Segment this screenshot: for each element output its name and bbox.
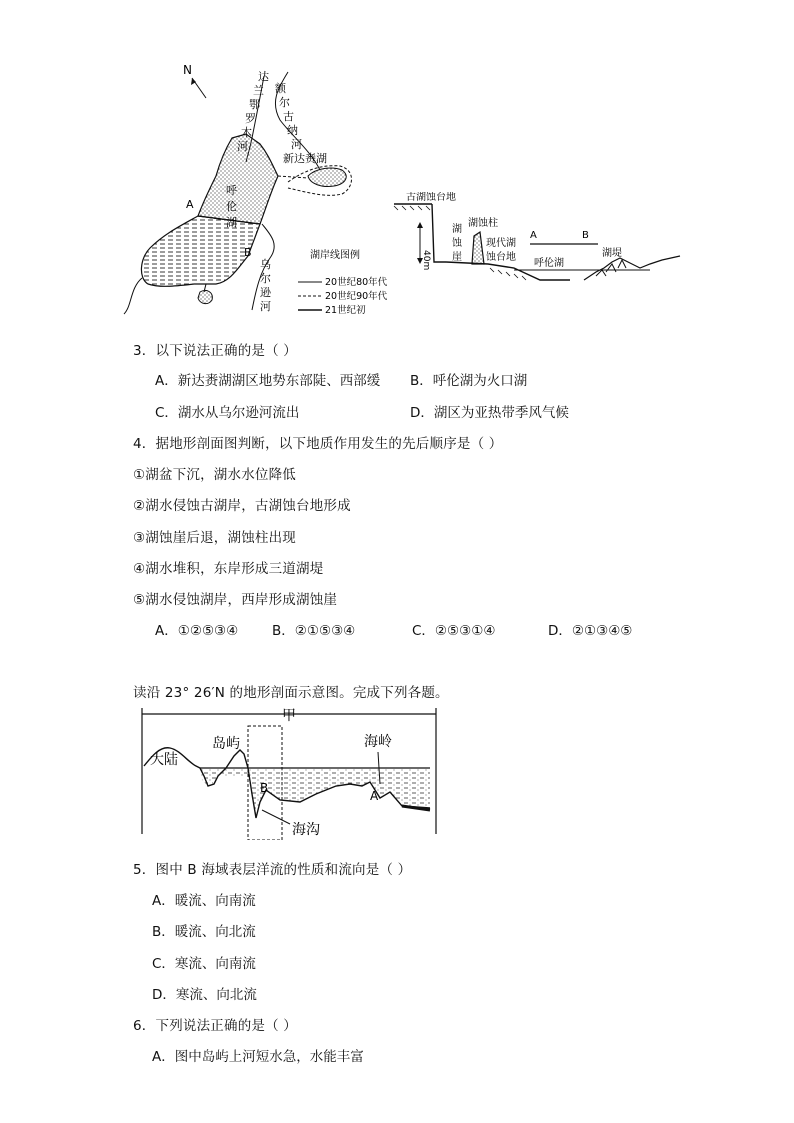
svg-text:乌: 乌 [260,258,271,271]
svg-text:20世纪80年代: 20世纪80年代 [325,277,388,288]
river-wuerxun-label [260,257,272,313]
q3-option-b[interactable]: B．呼伦湖为火口湖 [410,373,528,389]
q4-item-4: ④湖水堆积，东岸形成三道湖堤 [133,561,324,577]
q3-option-c[interactable]: C．湖水从乌尔逊河流出 [155,405,300,421]
svg-text:河: 河 [291,138,302,151]
svg-text:木: 木 [241,126,252,139]
q6-stem: 6．下列说法正确的是（ ） [133,1018,297,1034]
ridge-label: 海岭 [364,734,392,750]
new-dalai-lake [308,168,346,187]
svg-text:尔: 尔 [260,272,271,285]
svg-text:罗: 罗 [245,112,256,125]
modern-platform-label-1: 现代湖 [486,238,516,249]
svg-text:古: 古 [283,110,294,123]
q4-item-5: ⑤湖水侵蚀湖岸，西岸形成湖蚀崖 [133,592,338,608]
island-label: 岛屿 [212,736,240,752]
height-label: 40m [421,250,431,271]
section-profile-figure [140,706,440,840]
svg-text:湖: 湖 [452,224,462,235]
pillar-label: 湖蚀柱 [468,218,498,229]
q4-option-d[interactable]: D．②①③④⑤ [548,623,633,639]
section-point-a: A [370,789,379,803]
map-legend [298,248,388,316]
q4-stem: 4．据地形剖面图判断，以下地质作用发生的先后顺序是（ ） [133,436,503,452]
svg-text:20世纪90年代: 20世纪90年代 [325,291,388,302]
q5-option-c[interactable]: C．寒流、向南流 [152,956,256,972]
river-erguna-label [275,81,302,151]
modern-platform-label-2: 蚀台地 [486,252,516,263]
section-point-b: B [260,781,269,795]
map-point-a: A [186,198,194,211]
svg-text:呼: 呼 [226,184,237,197]
q4-item-3: ③湖蚀崖后退，湖蚀柱出现 [133,530,297,546]
new-dalai-lake-label: 新达赉湖 [283,152,327,165]
lake-profile-figure [390,192,690,292]
svg-text:鄂: 鄂 [249,98,260,111]
q4-item-2: ②湖水侵蚀古湖岸，古湖蚀台地形成 [133,498,351,514]
q5-option-b[interactable]: B．暖流、向北流 [152,924,256,940]
svg-text:21世纪初: 21世纪初 [325,305,366,316]
profile-point-b: B [582,230,589,241]
q4-option-c[interactable]: C．②⑤③①④ [412,623,496,639]
svg-text:崖: 崖 [452,252,462,263]
map-point-b: B [244,246,252,259]
q3-option-a[interactable]: A．新达赉湖湖区地势东部陡、西部缓 [155,373,381,389]
lake-embankment [584,256,680,280]
cliff-label [452,222,463,263]
q5-stem: 5．图中 B 海域表层洋流的性质和流向是（ ） [133,862,412,878]
embankment-label: 湖堤 [602,248,622,259]
hulun-lake-profile-label: 呼伦湖 [534,258,564,269]
hulun-lake-label [226,184,237,229]
svg-text:逊: 逊 [260,286,271,299]
q3-option-d[interactable]: D．湖区为亚热带季风气候 [410,405,569,421]
svg-text:河: 河 [260,300,271,313]
svg-text:纳: 纳 [287,124,298,137]
q4-option-b[interactable]: B．②①⑤③④ [272,623,356,639]
mainland-label: 大陆 [150,752,178,768]
svg-text:湖: 湖 [226,216,237,229]
section-intro: 读沿 23° 26′N 的地形剖面示意图。完成下列各题。 [133,685,449,701]
lake-map-figure [120,58,410,320]
hulun-lake-lower [141,216,260,286]
lake-pillar [472,232,484,264]
q3-stem: 3．以下说法正确的是（ ） [133,343,297,359]
q6-option-a[interactable]: A．图中岛屿上河短水急，水能丰富 [152,1049,364,1065]
q5-option-a[interactable]: A．暖流、向南流 [152,893,256,909]
svg-text:蚀: 蚀 [452,238,462,249]
svg-text:湖岸线图例: 湖岸线图例 [310,250,360,261]
svg-text:兰: 兰 [253,84,264,97]
svg-text:尔: 尔 [279,96,290,109]
profile-point-a: A [530,230,537,241]
trench-label: 海沟 [292,822,320,838]
q4-item-1: ①湖盆下沉，湖水水位降低 [133,467,297,483]
q5-option-d[interactable]: D．寒流、向北流 [152,987,257,1003]
svg-text:额: 额 [275,82,286,95]
ancient-platform-label: 古湖蚀台地 [406,192,456,203]
jia-label: 甲 [282,708,296,724]
north-label: N [183,63,192,77]
svg-text:达: 达 [258,70,269,83]
svg-text:伦: 伦 [226,200,237,213]
svg-text:河: 河 [237,140,248,153]
q4-option-a[interactable]: A．①②⑤③④ [155,623,239,639]
